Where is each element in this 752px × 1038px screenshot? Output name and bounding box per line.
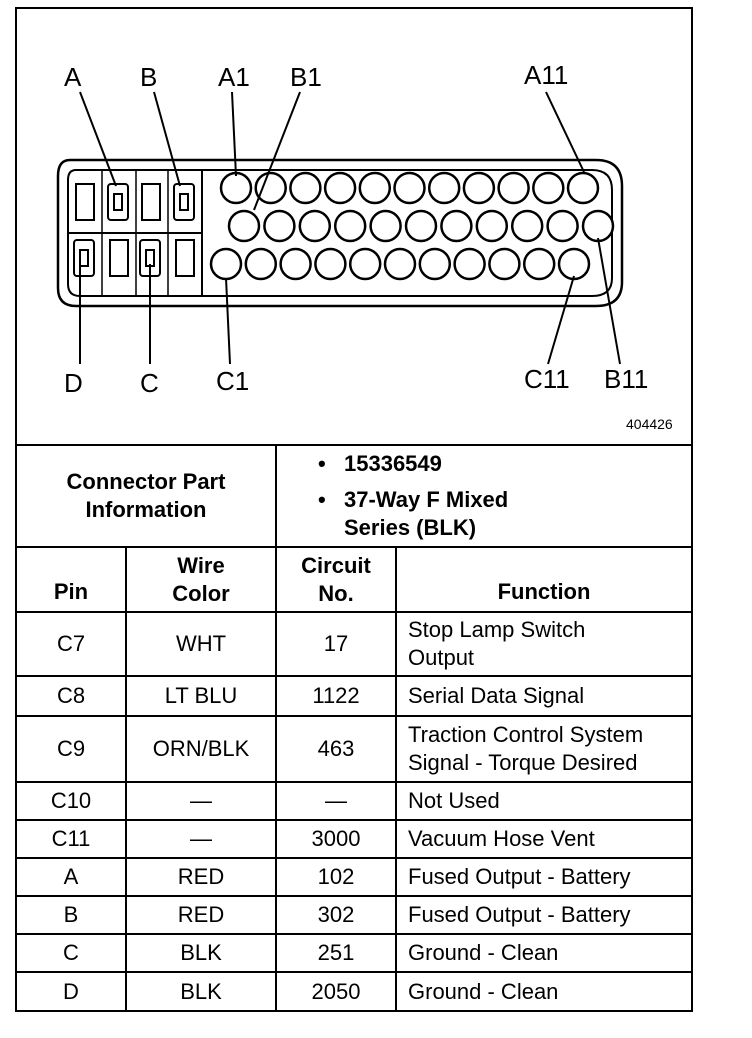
cavity-b5 bbox=[371, 211, 401, 241]
label-pin-b1: B1 bbox=[290, 62, 322, 92]
cell-function bbox=[396, 934, 692, 972]
cavity-c2 bbox=[246, 249, 276, 279]
function-text: Output bbox=[408, 645, 475, 670]
cavity-b6 bbox=[406, 211, 436, 241]
cavity-c1 bbox=[211, 249, 241, 279]
power-cavities bbox=[74, 184, 194, 276]
connector-type-bullet bbox=[318, 486, 688, 542]
cell-circuit-no: 302 bbox=[317, 902, 355, 927]
cavity-b10 bbox=[548, 211, 578, 241]
header-circuit-line2: No. bbox=[318, 580, 354, 606]
part-info-heading-line2: Information bbox=[85, 497, 207, 522]
cavity-a7 bbox=[429, 173, 459, 203]
header-circuit-no bbox=[276, 547, 396, 612]
cavity-b4 bbox=[335, 211, 365, 241]
pin-cavities bbox=[211, 173, 613, 279]
cavity-a11 bbox=[568, 173, 598, 203]
label-pin-c1: C1 bbox=[216, 366, 250, 396]
header-wire-color bbox=[126, 547, 276, 612]
cavity-c6 bbox=[385, 249, 415, 279]
header-wire-line1: Wire bbox=[177, 552, 225, 578]
cavity-c10 bbox=[524, 249, 554, 279]
connector-type-line2: Series (BLK) bbox=[344, 515, 477, 540]
cavity-c8 bbox=[455, 249, 485, 279]
function-text: Not Used bbox=[408, 788, 500, 813]
cavity-a4 bbox=[325, 173, 355, 203]
cell-function bbox=[396, 612, 692, 676]
cavity-b7 bbox=[441, 211, 471, 241]
cell-circuit-no: 102 bbox=[317, 864, 355, 889]
cavity-c11 bbox=[559, 249, 589, 279]
function-text: Fused Output - Battery bbox=[408, 864, 631, 889]
cavity-c4 bbox=[315, 249, 345, 279]
cavity-b11 bbox=[583, 211, 613, 241]
cell-wire-color: WHT bbox=[175, 631, 227, 656]
connector-type-line1: 37-Way F Mixed bbox=[344, 487, 509, 512]
part-number: 15336549 bbox=[344, 451, 442, 476]
cavity-b3 bbox=[300, 211, 330, 241]
cavity-b2 bbox=[264, 211, 294, 241]
header-wire-line2: Color bbox=[172, 580, 230, 606]
cell-wire-color: — bbox=[190, 826, 212, 851]
part-info-heading-line1: Connector Part bbox=[66, 469, 226, 494]
cell-circuit-no: 251 bbox=[317, 940, 355, 965]
header-circuit-line1: Circuit bbox=[301, 552, 371, 578]
cavity-c5 bbox=[350, 249, 380, 279]
cell-function bbox=[396, 782, 692, 820]
cell-pin: C8 bbox=[56, 683, 86, 708]
label-pin-c11: C11 bbox=[524, 364, 570, 394]
cell-wire-color: RED bbox=[177, 902, 225, 927]
function-text: Ground - Clean bbox=[408, 940, 559, 965]
function-text: Signal - Torque Desired bbox=[408, 750, 638, 775]
cell-wire-color: LT BLU bbox=[164, 683, 238, 708]
cell-circuit-no: 463 bbox=[317, 736, 355, 761]
cavity-a6 bbox=[395, 173, 425, 203]
cavity-b1 bbox=[229, 211, 259, 241]
cell-pin: B bbox=[63, 902, 79, 927]
cavity-b9 bbox=[512, 211, 542, 241]
cell-function bbox=[396, 972, 692, 1011]
header-pin: Pin bbox=[53, 579, 89, 604]
cell-pin: A bbox=[63, 864, 79, 889]
cell-circuit-no: 2050 bbox=[311, 978, 361, 1004]
cell-pin: C9 bbox=[56, 736, 86, 761]
cell-pin: C11 bbox=[51, 826, 91, 851]
cavity-a9 bbox=[499, 173, 529, 203]
part-number-bullet bbox=[318, 450, 688, 478]
cavity-a5 bbox=[360, 173, 390, 203]
function-text: Serial Data Signal bbox=[408, 683, 585, 708]
part-info-heading bbox=[16, 445, 276, 547]
cell-circuit-no: 3000 bbox=[311, 826, 361, 851]
bullet-icon: • bbox=[318, 451, 326, 476]
function-text: Ground - Clean bbox=[408, 978, 559, 1004]
cell-wire-color: — bbox=[190, 788, 212, 813]
cavity-a10 bbox=[533, 173, 563, 203]
cavity-a1 bbox=[221, 173, 251, 203]
cell-wire-color: BLK bbox=[180, 940, 222, 965]
label-pin-a11: A11 bbox=[524, 60, 569, 90]
cell-circuit-no: — bbox=[325, 788, 347, 813]
cavity-a2 bbox=[256, 173, 286, 203]
cavity-c3 bbox=[281, 249, 311, 279]
cell-function bbox=[396, 896, 692, 934]
cell-circuit-no: 17 bbox=[323, 631, 349, 656]
label-pin-c: C bbox=[140, 368, 159, 398]
cell-wire-color: BLK bbox=[180, 978, 222, 1004]
label-pin-b11: B11 bbox=[604, 364, 649, 394]
cell-wire-color: ORN/BLK bbox=[152, 736, 250, 761]
cavity-a8 bbox=[464, 173, 494, 203]
label-pin-b: B bbox=[140, 62, 158, 92]
cell-pin: C10 bbox=[50, 788, 92, 813]
function-text: Vacuum Hose Vent bbox=[408, 826, 595, 851]
label-pin-d: D bbox=[64, 368, 83, 398]
function-text: Fused Output - Battery bbox=[408, 902, 631, 927]
function-text: Traction Control System bbox=[408, 722, 644, 747]
label-pin-a: A bbox=[64, 62, 82, 92]
cell-circuit-no: 1122 bbox=[312, 683, 360, 708]
cell-function bbox=[396, 716, 692, 782]
cell-function bbox=[396, 858, 692, 896]
cavity-a3 bbox=[290, 173, 320, 203]
cavity-b8 bbox=[477, 211, 507, 241]
cell-function bbox=[396, 820, 692, 858]
cell-function bbox=[396, 676, 692, 716]
label-pin-a1: A1 bbox=[218, 62, 250, 92]
cell-pin: C bbox=[63, 940, 79, 965]
figure-id: 404426 bbox=[626, 416, 673, 432]
function-text: Stop Lamp Switch bbox=[408, 617, 586, 642]
cell-pin: C7 bbox=[56, 631, 86, 656]
cell-pin: D bbox=[63, 978, 79, 1004]
cavity-c7 bbox=[420, 249, 450, 279]
bullet-icon: • bbox=[318, 487, 326, 512]
part-info-bullets bbox=[318, 450, 688, 550]
cavity-c9 bbox=[489, 249, 519, 279]
header-function: Function bbox=[497, 579, 591, 604]
cell-wire-color: RED bbox=[177, 864, 225, 889]
